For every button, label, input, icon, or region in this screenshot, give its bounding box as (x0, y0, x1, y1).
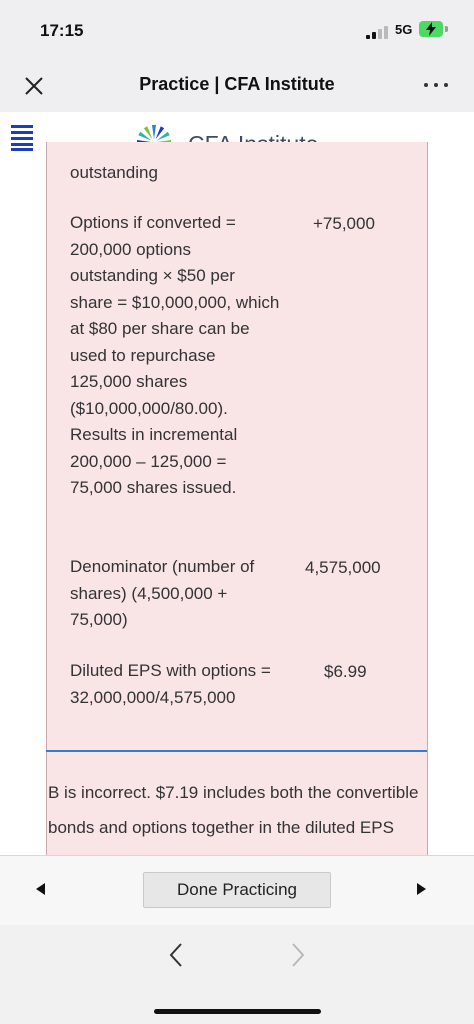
answer-content[interactable] (0, 163, 474, 855)
diluted-eps-text: Diluted EPS with options = 32,000,000/4,575,000 (70, 661, 271, 707)
next-arrow-icon[interactable] (416, 882, 428, 901)
back-chevron-icon[interactable] (168, 941, 184, 974)
divider (46, 750, 427, 752)
home-indicator (154, 1009, 321, 1014)
previous-arrow-icon[interactable] (34, 882, 46, 901)
browser-toolbar (0, 925, 474, 1024)
done-practicing-button[interactable]: Done Practicing (143, 872, 331, 908)
practice-bar (0, 855, 474, 926)
denominator-text: Denominator (number of shares) (4,500,000 + 75,000) (70, 557, 255, 629)
options-converted-text: Options if converted = 200,000 options outstanding × $50 per share = $10,000,000, which at $80 per share can be used to repurchase 125,000 shares ($10,000,000/80.00). Results in incremental 200,000 – 125,000 = 75,000 shares issued. (70, 213, 280, 497)
diluted-eps-value: $6.99 (324, 662, 367, 681)
signal-icon (366, 25, 392, 39)
more-options-icon[interactable] (420, 78, 452, 92)
menu-icon[interactable] (11, 125, 33, 151)
status-time: 17:15 (40, 21, 84, 40)
cut-off-label: outstanding (70, 163, 158, 182)
browser-nav-bar (0, 58, 474, 112)
forward-chevron-icon[interactable] (290, 941, 306, 974)
battery-tip (445, 26, 448, 32)
page-title: Practice | CFA Institute (139, 74, 335, 94)
network-label: 5G (395, 22, 413, 37)
options-converted-value: +75,000 (313, 214, 375, 233)
explanation-text: B is incorrect. $7.19 includes both the convertible bonds and options together in the diluted EPS (48, 783, 419, 837)
denominator-value: 4,575,000 (305, 558, 381, 577)
status-bar (0, 0, 474, 58)
battery-charging-icon (419, 21, 443, 37)
